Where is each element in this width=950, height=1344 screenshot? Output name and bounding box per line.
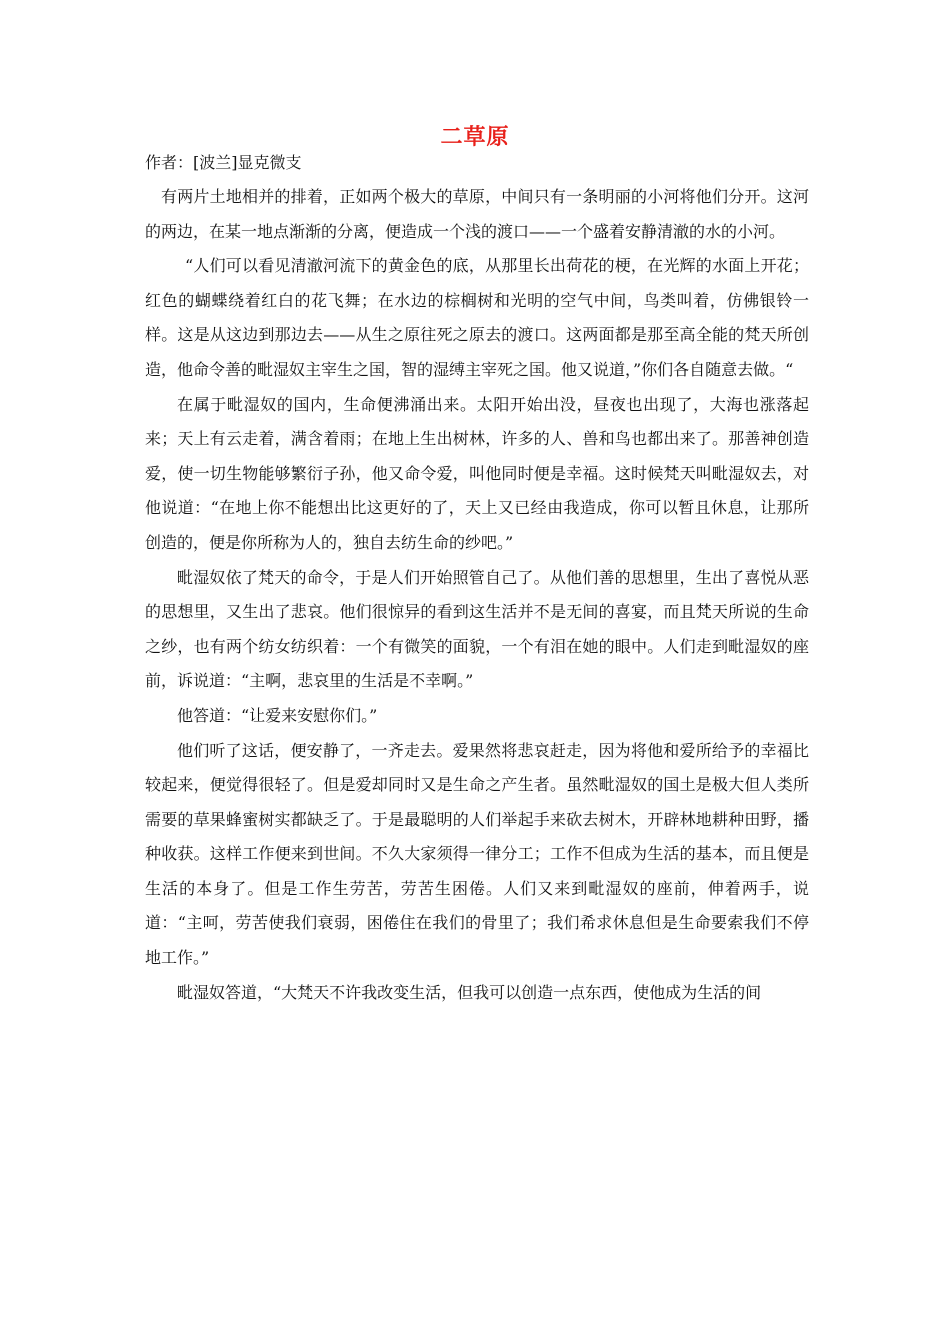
document-title: 二草原 [440,125,510,150]
paragraph-7: 毗湿奴答道，“大梵天不许我改变生活，但我可以创造一点东西，使他成为生活的间 [177,982,762,1002]
paragraph-3: 在属于毗湿奴的国内，生命便沸涌出来。太阳开始出没，昼夜也出现了，大海也涨落起来；天上有云走着，满含着雨；在地上生出树林，许多的人、兽和鸟也都出来了。那善神创造爱，使一切生物能够繁衍子孙，他又命令爱，叫他同时便是幸福。这时候梵天叫毗湿奴去，对他说道：“在地上你不能想出比这更好的了，天上又已经由我造成，你可以暂且休息，让那所创造的，便是你所称为人的，独自去纺生命的纱吧。” [145,394,809,552]
paragraph-5: 他答道：“让爱来安慰你们。” [177,705,378,725]
paragraph-2: “人们可以看见清澈河流下的黄金色的底，从那里长出荷花的梗，在光辉的水面上开花；红色的蝴蝶绕着红白的花飞舞；在水边的棕榈树和光明的空气中间，鸟类叫着，仿佛银铃一样。这是从这边到那边去——从生之原往死之原去的渡口。这两面都是那至高全能的梵天所创造，他命令善的毗湿奴主宰生之国，智的湿缚主宰死之国。他又说道，”你们各自随意去做。“ [145,256,809,379]
author-line: 作者：[波兰]显克微支 [145,153,302,172]
paragraph-1: 有两片土地相并的排着，正如两个极大的草原，中间只有一条明丽的小河将他们分开。这河的两边，在某一地点渐渐的分离，便造成一个浅的渡口——一个盛着安静清澈的水的小河。 [145,187,809,241]
paragraph-6: 他们听了这话，便安静了，一齐走去。爱果然将悲哀赶走，因为将他和爱所给予的幸福比较起来，便觉得很轻了。但是爱却同时又是生命之产生者。虽然毗湿奴的国土是极大但人类所需要的草果蜂蜜树实都缺乏了。于是最聪明的人们举起手来砍去树木，开辟林地耕种田野，播种收获。这样工作便来到世间。不久大家须得一律分工；工作不但成为生活的基本，而且便是生活的本身了。但是工作生劳苦，劳苦生困倦。人们又来到毗湿奴的座前，伸着两手，说道：“主呵，劳苦使我们衰弱，困倦住在我们的骨里了；我们希求休息但是生命要索我们不停地工作。” [145,740,809,968]
document-body [145,180,809,1010]
paragraph-4: 毗湿奴依了梵天的命令，于是人们开始照管自己了。从他们善的思想里，生出了喜悦从恶的思想里，又生出了悲哀。他们很惊异的看到这生活并不是无间的喜宴，而且梵天所说的生命之纱，也有两个纺女纺织着：一个有微笑的面貌，一个有泪在她的眼中。人们走到毗湿奴的座前，诉说道：“主啊，悲哀里的生活是不幸啊。” [145,567,809,691]
